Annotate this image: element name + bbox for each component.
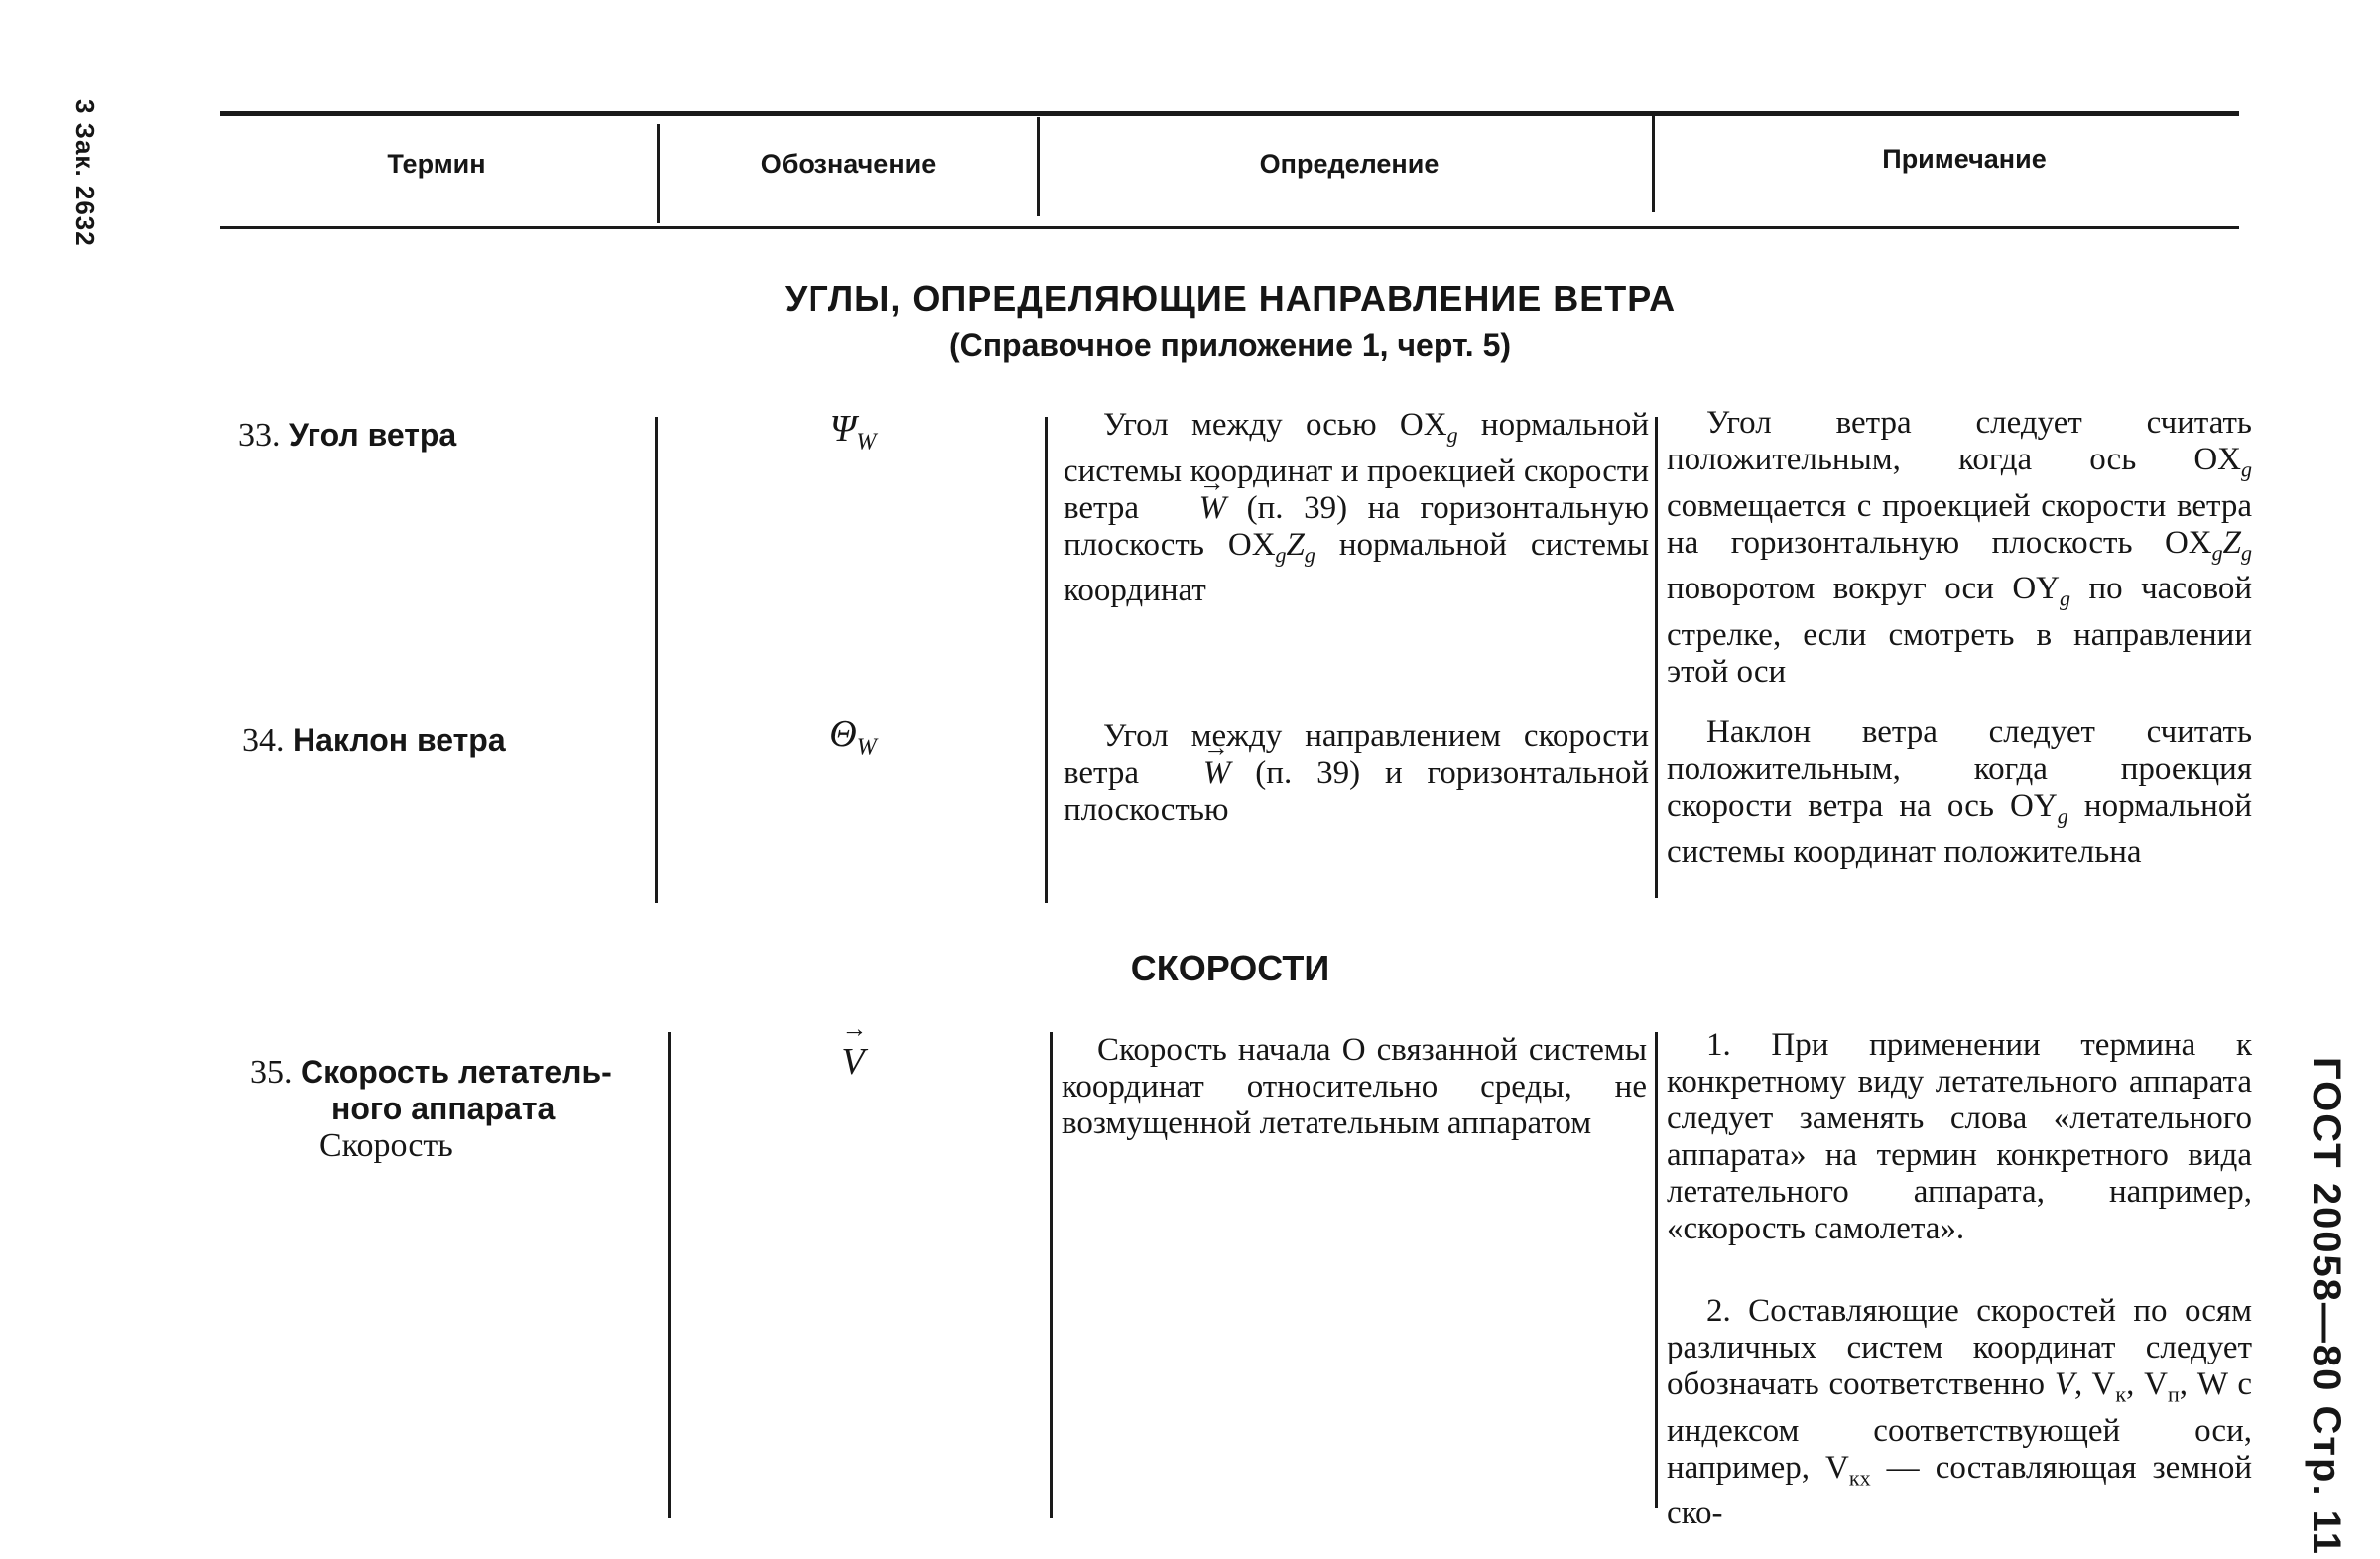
header-divider-3 <box>1652 113 1655 212</box>
term-label: Угол ветра <box>289 417 457 453</box>
note-34: Наклон ветра следует считать положительным, когда проекция скорости ветра на ось $OY_g$ нормальной системы координат положительна <box>1667 715 2252 870</box>
header-divider-1 <box>657 124 660 223</box>
section-title-wind-angles: УГЛЫ, ОПРЕДЕЛЯЮЩИЕ НАПРАВЛЕНИЕ ВЕТРА <box>784 278 1677 319</box>
header-designation: Обозначение <box>760 149 937 179</box>
section-subtitle-wind-angles: (Справочное приложение 1, черт. 5) <box>948 327 1512 363</box>
header-top-rule <box>220 111 2239 116</box>
body-divider-2b <box>1050 1032 1053 1518</box>
header-definition: Определение <box>1259 149 1440 179</box>
term-label-line3: Скорость <box>319 1127 453 1164</box>
term-number: 33. <box>238 417 281 454</box>
body-divider-2a <box>1045 417 1048 903</box>
term-number: 35. <box>250 1054 293 1091</box>
header-note: Примечание <box>1882 144 2047 174</box>
body-divider-1a <box>655 417 658 903</box>
section-title-velocities: СКОРОСТИ <box>1130 948 1330 988</box>
term-label-line1: Скорость летатель- <box>301 1054 612 1090</box>
term-label: Наклон ветра <box>293 722 506 758</box>
definition-35: Скорость начала O связанной системы координат относительно среды, не возмущенной летательным аппаратом <box>1062 1032 1647 1141</box>
standard-page-margin: ГОСТ 20058—80 Стр. 11 <box>2305 1057 2348 1556</box>
note-33: Угол ветра следует считать положительным, когда ось $OX_g$ совмещается с проекцией скорости ветра на горизонтальную плоскость $OX_gZ_g$ поворотом вокруг оси $OY_g$ по часовой стрелке, если смотреть в направлении этой оси <box>1667 405 2252 690</box>
note-35-1: 1. При применении термина к конкретному виду летательного аппарата следует заменять слова «летательного аппарата» на термин конкретного вида летательного аппарата, например, «скорость самолета». <box>1667 1027 2252 1246</box>
definition-34: Угол между направлением скорости ветра → W (п. 39) и горизонтальной плоскостью <box>1064 718 1649 829</box>
symbol-35: → V <box>794 1040 913 1084</box>
definition-33: Угол между осью $OX_g$ нормальной системы координат и проекцией скорости ветра → W (п. 39) на горизонтальную плоскость $OX_gZ_g$ нормальной системы координат <box>1064 407 1649 609</box>
symbol-34: $\Theta_W$ <box>829 714 877 761</box>
term-33 <box>238 417 635 454</box>
term-34 <box>242 722 639 759</box>
order-number-margin: 3 Зак. 2632 <box>70 99 100 247</box>
body-divider-3b <box>1655 1032 1658 1508</box>
header-term: Термин <box>387 149 486 179</box>
symbol-33: $\Psi_W$ <box>829 408 877 455</box>
header-bottom-rule <box>220 226 2239 229</box>
term-35 <box>250 1054 647 1164</box>
body-divider-3a <box>1655 417 1658 898</box>
body-divider-1b <box>668 1032 671 1518</box>
term-label-line2: ного аппарата <box>331 1091 556 1126</box>
header-divider-2 <box>1037 117 1040 216</box>
term-number: 34. <box>242 722 285 759</box>
note-35-2: 2. Составляющие скоростей по осям различных систем координат следует обозначать соответственно V, $V_к$, $V_п$, W с индексом соответствующей оси, например, $V_{кх}$ — составляющая земной ско- <box>1667 1293 2252 1532</box>
